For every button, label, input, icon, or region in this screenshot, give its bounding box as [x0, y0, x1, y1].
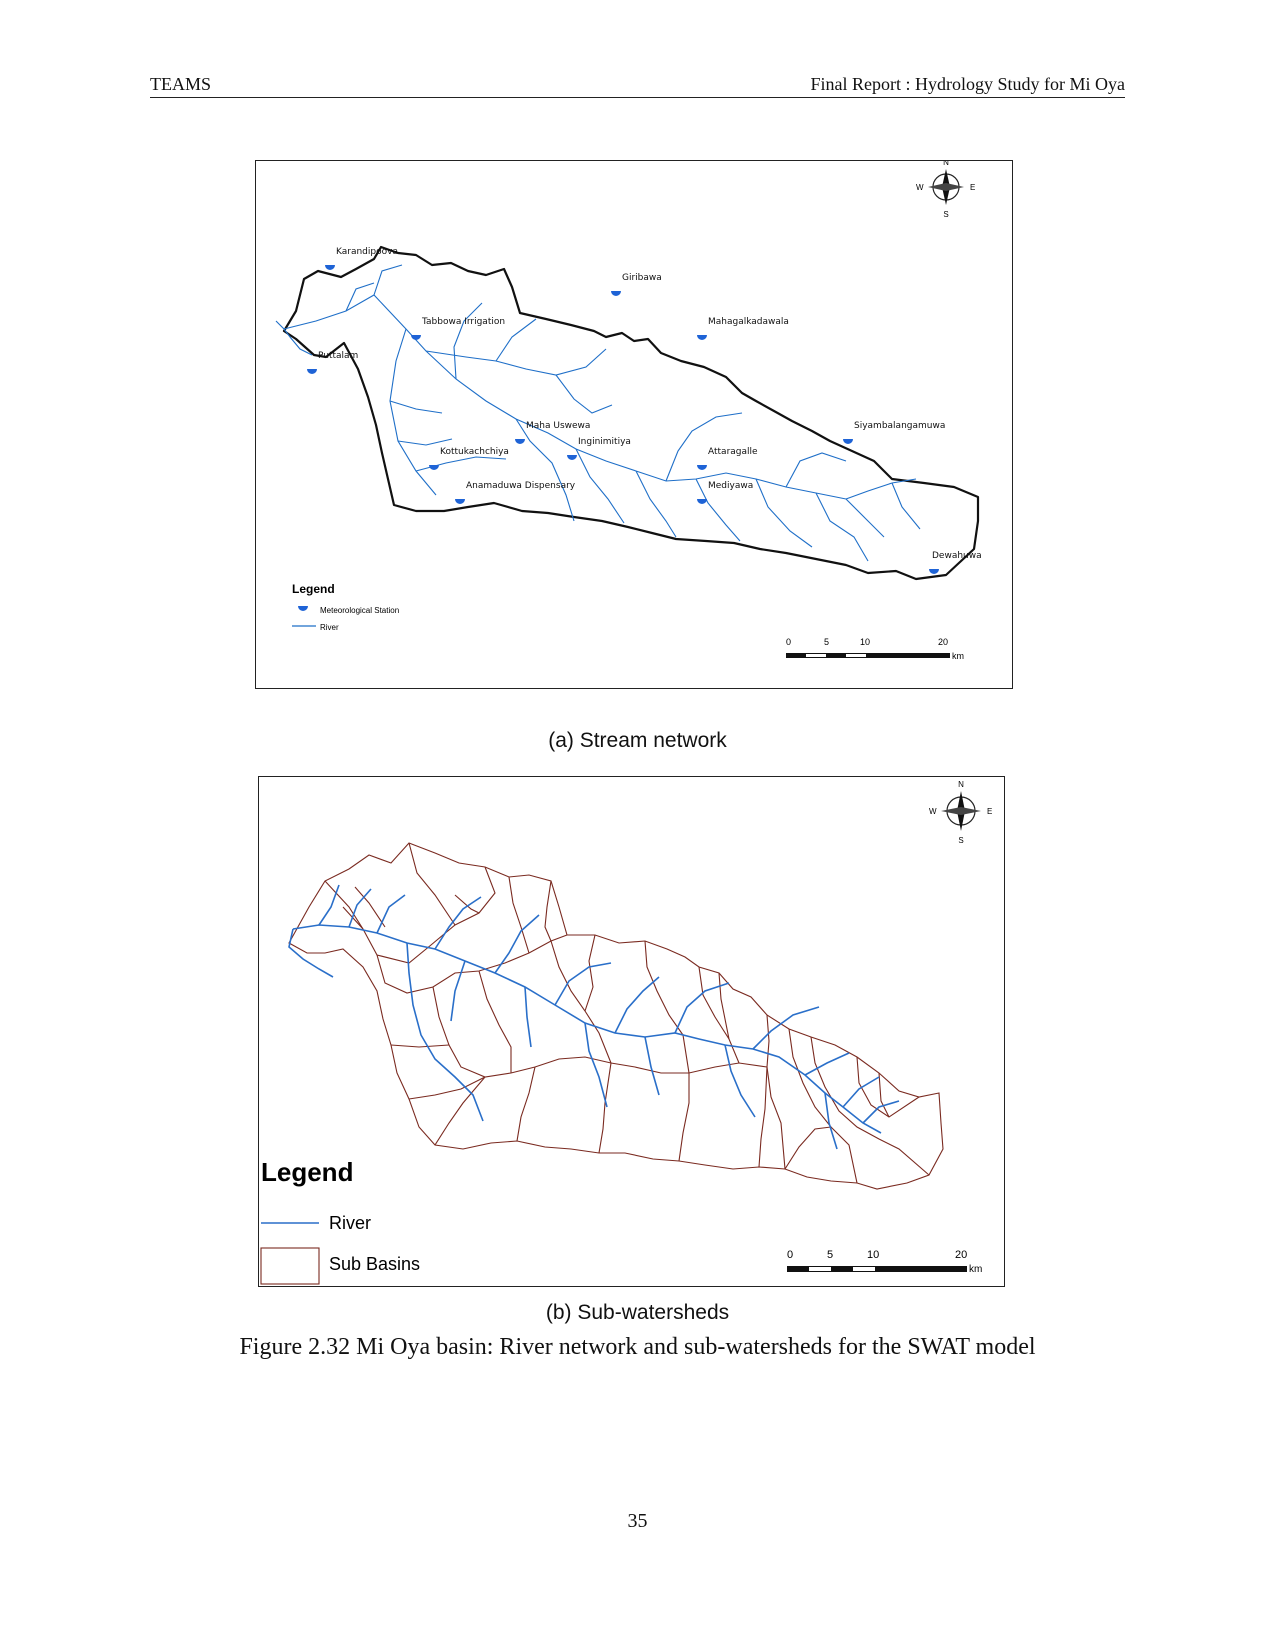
compass-rose-a — [916, 161, 975, 219]
caption-a: (a) Stream network — [548, 729, 727, 752]
scale-tick-10: 10 — [860, 637, 871, 647]
station-icon — [611, 291, 621, 296]
legend-b-subbasin-label: Sub Basins — [329, 1254, 421, 1274]
station-marker — [697, 317, 789, 340]
compass-n: N — [943, 161, 949, 167]
legend-a — [292, 582, 399, 632]
station-icon — [307, 369, 317, 374]
scale-unit: km — [952, 651, 964, 661]
station-marker — [611, 273, 662, 296]
station-label: Kottukachchiya — [440, 447, 509, 457]
figure-caption: Figure 2.32 Mi Oya basin: River network and sub-watersheds for the SWAT model — [239, 1334, 1036, 1360]
scale-b-tick-0: 0 — [787, 1249, 794, 1261]
station-icon — [515, 439, 525, 444]
compass-e: E — [987, 807, 993, 816]
legend-b-title: Legend — [261, 1157, 354, 1187]
station-icon — [429, 465, 439, 470]
station-label: Giribawa — [622, 273, 662, 283]
legend-b-river-label: River — [329, 1213, 372, 1233]
station-label: Dewahuwa — [932, 551, 982, 561]
header-left: TEAMS — [150, 74, 212, 94]
station-marker — [697, 447, 758, 470]
station-icon — [325, 265, 335, 270]
station-marker — [929, 551, 982, 574]
scale-tick-5: 5 — [824, 637, 830, 647]
station-icon — [697, 335, 707, 340]
legend-b-subbasin-box — [261, 1248, 319, 1284]
compass-e: E — [970, 183, 976, 192]
caption-b: (b) Sub-watersheds — [545, 1301, 730, 1324]
station-label: Maha Uswewa — [526, 421, 591, 431]
station-label: Inginimitiya — [578, 437, 631, 447]
scale-b-tick-5: 5 — [827, 1249, 834, 1261]
page-number: 35 — [627, 1510, 648, 1532]
station-marker — [455, 481, 576, 504]
station-marker — [697, 481, 753, 504]
station-icon — [411, 335, 421, 340]
station-label: Siyambalangamuwa — [854, 421, 946, 431]
station-icon — [843, 439, 853, 444]
station-label: Puttalam — [318, 351, 359, 361]
compass-s: S — [958, 836, 964, 845]
sub-watershed-svg — [259, 777, 1004, 1286]
station-label: Mahagalkadawala — [708, 317, 789, 327]
legend-station-icon — [298, 606, 308, 611]
stream-network-map — [255, 160, 1013, 689]
compass-s: S — [943, 210, 949, 219]
legend-river-label: River — [320, 623, 339, 632]
station-label: Karandipoova — [336, 247, 398, 257]
compass-rose-b — [929, 780, 992, 845]
scale-b-tick-20: 20 — [955, 1249, 968, 1261]
scale-b-unit: km — [969, 1264, 983, 1275]
legend-title: Legend — [292, 582, 335, 596]
station-label: Attaragalle — [708, 447, 758, 457]
legend-b — [261, 1157, 420, 1284]
compass-n: N — [958, 780, 964, 789]
scale-b-tick-10: 10 — [867, 1249, 880, 1261]
basin-boundary — [284, 247, 978, 579]
station-icon — [929, 569, 939, 574]
scale-bar-a — [786, 637, 964, 661]
stream-network-svg — [256, 161, 1012, 688]
header-right: Final Report : Hydrology Study for Mi Oya — [810, 74, 1125, 94]
station-layer — [307, 247, 982, 574]
sub-basin-boundaries — [289, 843, 943, 1189]
scale-tick-20: 20 — [938, 637, 949, 647]
station-label: Tabbowa Irrigation — [422, 317, 506, 327]
station-marker — [567, 437, 631, 460]
scale-tick-0: 0 — [786, 637, 792, 647]
station-icon — [697, 499, 707, 504]
station-marker — [843, 421, 945, 444]
header-rule — [150, 97, 1125, 98]
sub-watershed-map — [258, 776, 1005, 1287]
river-network-b — [289, 885, 899, 1149]
station-label: Anamaduwa Dispensary — [466, 481, 576, 491]
legend-station-label: Meteorological Station — [320, 606, 400, 615]
station-icon — [567, 455, 577, 460]
compass-w: W — [916, 183, 924, 192]
scale-bar-b — [787, 1249, 982, 1275]
station-icon — [697, 465, 707, 470]
compass-w: W — [929, 807, 937, 816]
station-label: Mediyawa — [708, 481, 754, 491]
station-icon — [455, 499, 465, 504]
